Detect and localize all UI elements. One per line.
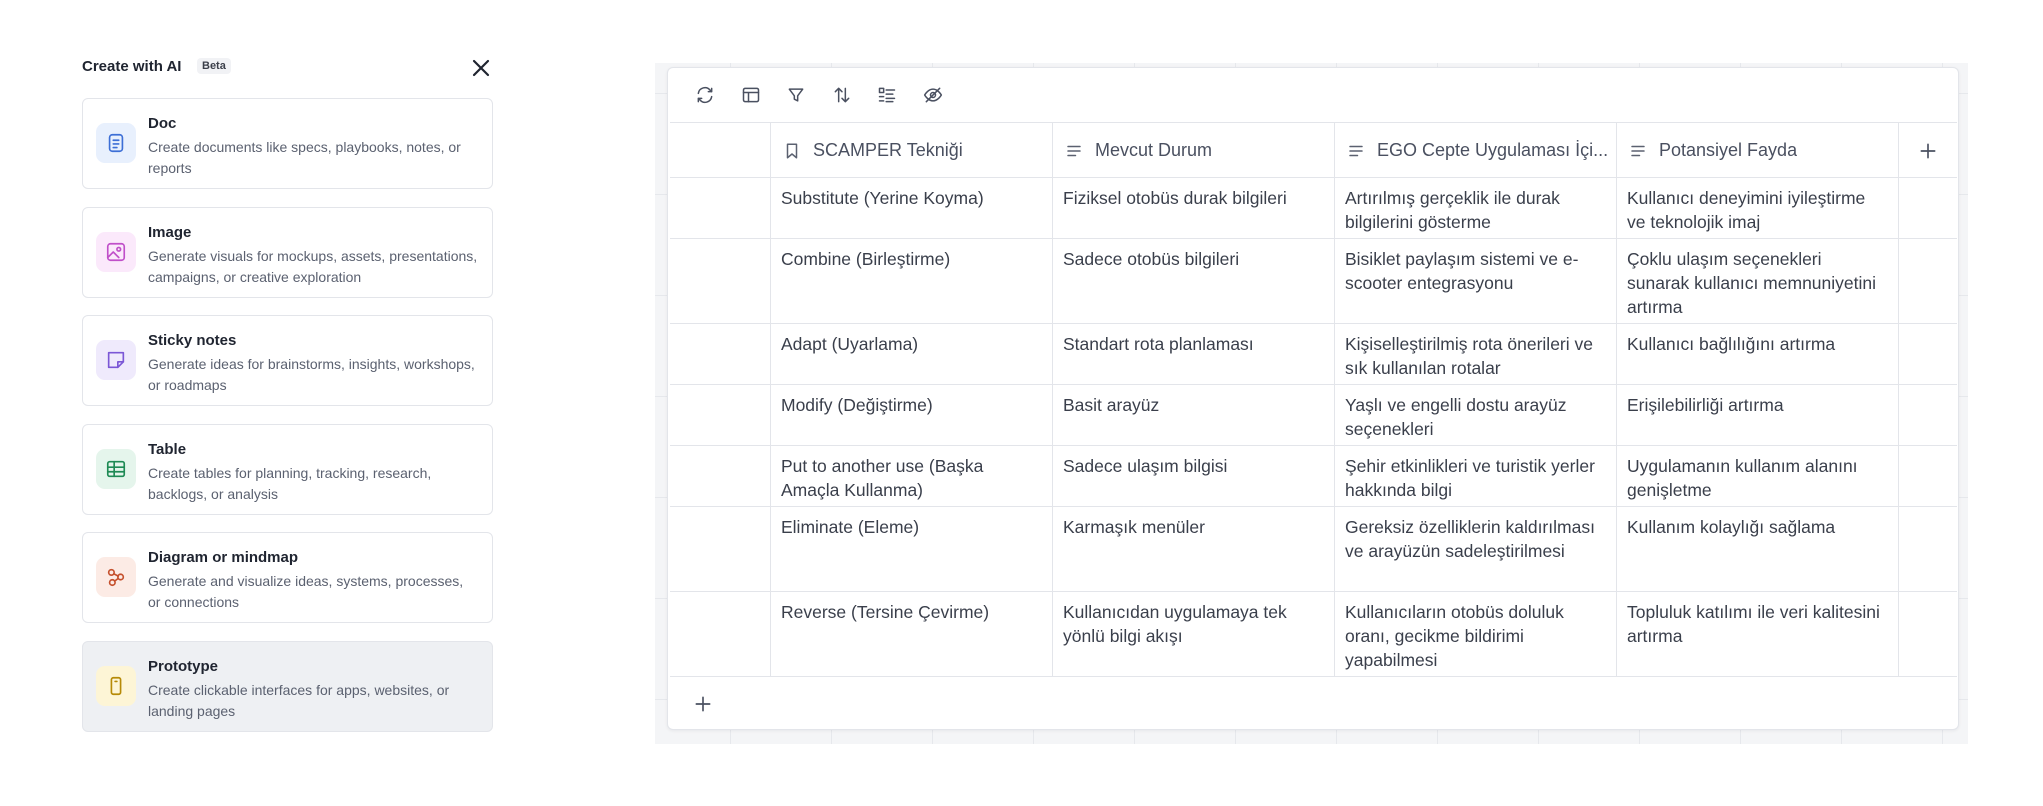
diagram-icon (96, 557, 136, 597)
table-cell[interactable]: Erişilebilirliği artırma (1617, 385, 1899, 445)
ai-option-description: Create clickable interfaces for apps, websites, or landing pages (148, 681, 450, 719)
row-handle-header (670, 123, 771, 178)
table-header-row (670, 122, 1957, 178)
table-row[interactable] (670, 446, 1957, 507)
table-icon (96, 449, 136, 489)
add-column-button[interactable] (1899, 123, 1957, 178)
text-lines-icon (1347, 142, 1365, 160)
hide-icon (923, 85, 943, 105)
ai-option-title: Table (148, 440, 187, 458)
ai-option-title: Doc (148, 115, 177, 132)
ai-option-title: Image (148, 223, 192, 241)
filter-button[interactable] (779, 78, 813, 112)
ai-option-image[interactable] (82, 207, 493, 298)
layout-button[interactable] (734, 78, 768, 112)
table-row[interactable] (670, 178, 1957, 239)
bookmark-icon (783, 142, 801, 160)
row-handle[interactable] (670, 178, 771, 238)
ai-option-title: Prototype (148, 657, 219, 675)
beta-badge: Beta (197, 58, 231, 74)
table-cell[interactable]: Sadece otobüs bilgileri (1053, 239, 1335, 323)
table-cell[interactable]: Reverse (Tersine Çevirme) (771, 592, 1053, 676)
table-row[interactable] (670, 507, 1957, 592)
plus-icon (1918, 141, 1938, 161)
table-row[interactable] (670, 592, 1957, 677)
table-cell[interactable]: Fiziksel otobüs durak bilgileri (1053, 178, 1335, 238)
ai-option-table[interactable] (82, 424, 493, 515)
table-cell[interactable]: Kullanıcı bağlılığını artırma (1617, 324, 1899, 384)
column-header-label: SCAMPER Tekniği (813, 140, 963, 160)
image-icon (96, 232, 136, 272)
row-handle[interactable] (670, 592, 771, 676)
ai-option-title: Sticky notes (148, 332, 237, 349)
table-row[interactable] (670, 239, 1957, 324)
doc-icon (96, 123, 136, 163)
column-header[interactable] (771, 123, 1053, 178)
table-cell[interactable]: Kullanıcıların otobüs doluluk oranı, gecikme bildirimi yapabilmesi (1335, 592, 1617, 676)
ai-option-description: Create documents like specs, playbooks, notes, or reports (148, 139, 461, 176)
table-row[interactable] (670, 324, 1957, 385)
ai-option-description: Generate ideas for brainstorms, insights, workshops, or roadmaps (148, 356, 475, 393)
ai-option-prototype[interactable] (82, 641, 493, 732)
close-icon (467, 54, 495, 82)
row-handle[interactable] (670, 446, 771, 506)
panel-header (82, 54, 495, 82)
prototype-icon (96, 666, 136, 706)
hide-button[interactable] (916, 78, 950, 112)
ai-option-diagram-or-mindmap[interactable] (82, 532, 493, 623)
table-cell[interactable]: Combine (Birleştirme) (771, 239, 1053, 323)
add-row-button[interactable] (688, 689, 718, 719)
table-cell[interactable]: Eliminate (Eleme) (771, 507, 1053, 591)
ai-option-description: Generate visuals for mockups, assets, presentations, campaigns, or creative exploration (148, 247, 478, 285)
table-cell[interactable]: Adapt (Uyarlama) (771, 324, 1053, 384)
text-lines-icon (1065, 142, 1083, 160)
column-header-label: Potansiyel Fayda (1659, 140, 1798, 160)
table-cell[interactable]: Şehir etkinlikleri ve turistik yerler hakkında bilgi (1335, 446, 1617, 506)
column-header[interactable] (1053, 123, 1335, 178)
table-cell[interactable]: Kullanıcı deneyimini iyileştirme ve teknolojik imaj (1617, 178, 1899, 238)
layout-icon (741, 85, 761, 105)
table-cell[interactable]: Put to another use (Başka Amaçla Kullanma) (771, 446, 1053, 506)
table-cell[interactable]: Artırılmış gerçeklik ile durak bilgilerini gösterme (1335, 178, 1617, 238)
table-cell[interactable]: Kullanım kolaylığı sağlama (1617, 507, 1899, 591)
column-header-label: Mevcut Durum (1095, 140, 1213, 160)
row-handle[interactable] (670, 239, 771, 323)
group-button[interactable] (870, 78, 904, 112)
row-handle[interactable] (670, 385, 771, 445)
ai-option-title: Diagram or mindmap (148, 549, 299, 566)
table-cell[interactable]: Kullanıcıdan uygulamaya tek yönlü bilgi akışı (1053, 592, 1335, 676)
table-cell[interactable]: Uygulamanın kullanım alanını genişletme (1617, 446, 1899, 506)
ai-option-description: Create tables for planning, tracking, research, backlogs, or analysis (148, 464, 432, 502)
table-cell[interactable]: Yaşlı ve engelli dostu arayüz seçenekleri (1335, 385, 1617, 445)
table-row[interactable] (670, 385, 1957, 446)
row-handle[interactable] (670, 324, 771, 384)
text-lines-icon (1629, 142, 1647, 160)
table-cell[interactable]: Modify (Değiştirme) (771, 385, 1053, 445)
ai-option-description: Generate and visualize ideas, systems, processes, or connections (148, 573, 464, 610)
table-cell[interactable]: Bisiklet paylaşım sistemi ve e-scooter entegrasyonu (1335, 239, 1617, 323)
column-header-label: EGO Cepte Uygulaması İçi... (1377, 140, 1609, 160)
refresh-button[interactable] (688, 78, 722, 112)
refresh-icon (695, 85, 715, 105)
table-cell[interactable]: Basit arayüz (1053, 385, 1335, 445)
table-cell[interactable]: Çoklu ulaşım seçenekleri sunarak kullanıcı memnuniyetini artırma (1617, 239, 1899, 323)
close-button[interactable] (467, 54, 495, 82)
ai-option-sticky-notes[interactable] (82, 315, 493, 406)
table-cell[interactable]: Topluluk katılımı ile veri kalitesini artırma (1617, 592, 1899, 676)
table-cell[interactable]: Kişiselleştirilmiş rota önerileri ve sık kullanılan rotalar (1335, 324, 1617, 384)
table-cell[interactable]: Standart rota planlaması (1053, 324, 1335, 384)
table-cell[interactable]: Sadece ulaşım bilgisi (1053, 446, 1335, 506)
column-header[interactable] (1617, 123, 1899, 178)
table-cell[interactable]: Karmaşık menüler (1053, 507, 1335, 591)
sticky-note-icon (96, 340, 136, 380)
table-cell[interactable]: Gereksiz özelliklerin kaldırılması ve arayüzün sadeleştirilmesi (1335, 507, 1617, 591)
sort-button[interactable] (825, 78, 859, 112)
panel-title: Create with AI (82, 58, 182, 75)
table-cell[interactable]: Substitute (Yerine Koyma) (771, 178, 1053, 238)
row-handle[interactable] (670, 507, 771, 591)
column-header[interactable] (1335, 123, 1617, 178)
group-icon (877, 85, 897, 105)
table-footer (670, 677, 1957, 733)
ai-option-doc[interactable] (82, 98, 493, 189)
filter-icon (786, 85, 806, 105)
sort-icon (832, 85, 852, 105)
plus-icon (693, 694, 713, 714)
